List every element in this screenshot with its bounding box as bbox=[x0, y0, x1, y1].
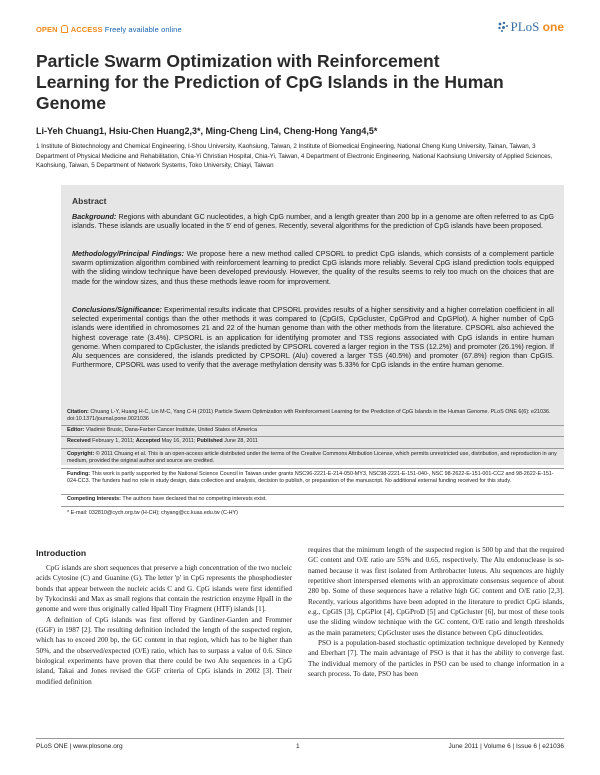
meta-divider bbox=[61, 468, 564, 469]
footer-rule bbox=[36, 738, 564, 739]
citation-label: Citation: bbox=[67, 409, 89, 415]
funding-text: This work is partly supported by the National Science Council in Taiwan under grants NSC96-2221-E-214-050-MY3, NSC98-2221-E-151-040-, NSC 98-2622-E-151-001-CC2 and 98-2622-E-151-024-CC3. The funders had no role in study design, data collection and analysis, decision to publish, or preparation of the manuscript. No additional external funding received for this study. bbox=[67, 471, 554, 485]
body-paragraph: PSO is a population-based stochastic optimization technique developed by Kennedy and Eberhart [7]. The main advantage of PSO is that it has the ability to converge fast. The individual memory of the particles in PSO can be used to change information in a search process. To date, PSO has been bbox=[308, 639, 564, 679]
abstract-methods bbox=[72, 249, 554, 286]
conclusions-label: Conclusions/Significance: bbox=[72, 305, 162, 314]
copyright-label: Copyright: bbox=[67, 451, 95, 457]
body-paragraph: A definition of CpG islands was first offered by Gardiner-Garden and Frommer (GGF) in 1987 [2]. The resulting definition included the length of the suspected region, which has to exceed 200 bp, the GC content in that region, which has to be higher than 50%, and the observed/expected (O/E) ratio, which has to surpass a value of 0.6. Since biological experiments have proven that there could be two Alu sequences in a CpG island, Takai and Jones revised the GGF criteria of CpG islands in 2002 [3]. Their modified definition bbox=[36, 615, 292, 686]
published-date: June 28, 2011 bbox=[222, 438, 258, 444]
left-column bbox=[36, 563, 292, 687]
access-text: ACCESS bbox=[70, 25, 103, 34]
page-number: 1 bbox=[296, 743, 300, 750]
abstract-conclusions bbox=[72, 305, 554, 369]
logo-plos-text: PLoS bbox=[510, 19, 540, 34]
footer-issue: June 2011 | Volume 6 | Issue 6 | e21036 bbox=[448, 743, 564, 750]
plos-logo-icon bbox=[497, 21, 509, 33]
competing-text: The authors have declared that no competing interests exist. bbox=[120, 496, 267, 502]
meta-divider bbox=[61, 425, 564, 426]
open-text: OPEN bbox=[36, 25, 58, 34]
methods-text: We propose here a new method called CPSORL to predict CpG islands, which consists of a complement particle swarm optimization algorithm combined with reinforcement learning to predict CpG islands more reliably. Several CpG island prediction tools equipped with the sliding window technique have been developed previously. However, the quality of the results seems to rely too much on the choices that are made for the window sizes, and thus these methods leave room for improvement. bbox=[72, 249, 554, 286]
open-lock-icon bbox=[61, 25, 68, 33]
article-title: Particle Swarm Optimization with Reinforcement Learning for the Prediction of CpG Islands in the Human Genome bbox=[36, 51, 504, 113]
meta-divider bbox=[61, 506, 564, 507]
editor-text: Vladimir Brusic, Dana-Farber Cancer Institute, United States of America bbox=[84, 427, 257, 433]
published-label: Published bbox=[196, 438, 223, 444]
funding-line bbox=[67, 471, 561, 486]
author-list: Li-Yeh Chuang1, Hsiu-Chen Huang2,3*, Ming-Cheng Lin4, Cheng-Hong Yang4,5* bbox=[36, 126, 378, 136]
introduction-heading: Introduction bbox=[36, 548, 87, 558]
citation-line bbox=[67, 409, 561, 424]
competing-interests-line bbox=[67, 496, 561, 503]
background-text: Regions with abundant GC nucleotides, a high CpG number, and a length greater than 200 bp in a genome are often referred to as CpG islands. These islands are usually located in the 5′ end of genes. Recently, several algorithms for the prediction of CpG islands have been proposed. bbox=[72, 212, 554, 231]
body-paragraph: requires that the minimum length of the suspected region is 500 bp and that the required GC content and O/E ratio are 55% and 0.65, respectively. The Alu endonuclease is so-named because it was first isolated from Arthrobacter luteus. Alu sequences are highly repetitive short interspersed elements with an approximate consensus sequence of about 280 bp. Some of these sequences have a relative high GC content and O/E ratio [2,3]. Recently, various algorithms have been adopted in the literature to predict CpG islands, e.g., CpGIS [3], CpGPlot [4], CpGProD [5] and CpGcluster [6], but most of these tools use the sliding window technique with the GC content, O/E ratio and length thresholds as the main parameters; CpGcluster uses the distance between CpG dinucleotides. bbox=[308, 546, 564, 637]
received-label: Received bbox=[67, 438, 91, 444]
footer-journal: PLoS ONE | www.plosone.org bbox=[36, 743, 123, 750]
email-line: * E-mail: 032810@cych.org.tw (H-CH); chyang@cc.kuas.edu.tw (C-HY) bbox=[67, 510, 238, 516]
affiliations: 1 Institute of Biotechnology and Chemical Engineering, I-Shou University, Kaohsiung, Taiwan, 2 Institute of Biomedical Engineering, National Cheng Kung University, Tainan, Taiwan, 3 Department of Physical Medicine and Rehabilitation, Chia-Yi Christian Hospital, Chia-Yi, Taiwan, 4 Department of Electronic Engineering, National Kaohsiung University of Applied Sciences, Kaohsiung, Taiwan, 5 Department of Network Systems, Toko University, Chiayi, Taiwan bbox=[36, 143, 553, 169]
plos-one-logo bbox=[497, 19, 565, 35]
funding-label: Funding: bbox=[67, 471, 91, 477]
body-paragraph: CpG islands are short sequences that preserve a high concentration of the two nucleic acids Cytosine (C) and Guanine (G). The letter 'p' in CpG represents the phosphodiester bonds that appear between the nucleic acids C and G. CpG islands were first identified by Tykocinski and Max as small regions that contain the restriction enzyme HpaII in the genome and were thus originally called HpaII Tiny Fragment (HTF) islands [1]. bbox=[36, 564, 292, 614]
meta-divider bbox=[61, 448, 564, 449]
accepted-date: May 16, 2011; bbox=[160, 438, 197, 444]
dates-line bbox=[67, 438, 561, 445]
competing-label: Competing Interests: bbox=[67, 496, 121, 502]
editor-line bbox=[67, 427, 561, 434]
meta-divider bbox=[61, 436, 564, 437]
accepted-label: Accepted bbox=[135, 438, 161, 444]
right-column bbox=[308, 545, 564, 679]
editor-label: Editor: bbox=[67, 427, 85, 433]
copyright-text: © 2011 Chuang et al. This is an open-access article distributed under the terms of the Creative Commons Attribution License, which permits unrestricted use, distribution, and reproduction in any medium, provided the original author and source are credited. bbox=[67, 451, 557, 465]
abstract-background bbox=[72, 212, 554, 230]
freely-available-text: Freely available online bbox=[104, 25, 182, 34]
meta-divider bbox=[61, 494, 564, 495]
citation-text: Chuang L-Y, Huang H-C, Lin M-C, Yang C-H (2011) Particle Swarm Optimization with Reinforcement Learning for the Prediction of CpG Islands in the Human Genome. PLoS ONE 6(6): e21036. doi:10.1371/journal.pone.0021036 bbox=[67, 409, 551, 423]
copyright-line bbox=[67, 451, 561, 466]
received-date: February 1, 2011; bbox=[90, 438, 136, 444]
background-label: Background: bbox=[72, 212, 117, 221]
logo-one-text: one bbox=[542, 20, 564, 34]
abstract-heading: Abstract bbox=[72, 196, 107, 206]
methods-label: Methodology/Principal Findings: bbox=[72, 249, 184, 258]
open-access-badge bbox=[36, 25, 182, 34]
conclusions-text: Experimental results indicate that CPSORL provides results of a higher sensitivity and a higher correlation coefficient in all selected experimental contigs than the other methods it was compared to (CpGIS, CpGcluster, CpGProd and CpGPlot). A higher number of CpG islands were identified in chromosomes 21 and 22 of the human genome than with the other methods from the literature. CPSORL also achieved the highest coverage rate (3.4%). CPSORL is an application for identifying promoter and TSS regions associated with CpG islands in entire human genome. When compared to CpGcluster, the islands predicted by CPSORL covered a larger region in the TSS (12.2%) and promoter (26.1%) region. If Alu sequences are considered, the islands predicted by CPSORL (Alu) covered a larger TSS (40.5%) and promoter (67.8%) region than CpGIS. Furthermore, CPSORL was used to verify that the average methylation density was 5.33% for CpG islands in the entire human genome. bbox=[72, 305, 554, 370]
